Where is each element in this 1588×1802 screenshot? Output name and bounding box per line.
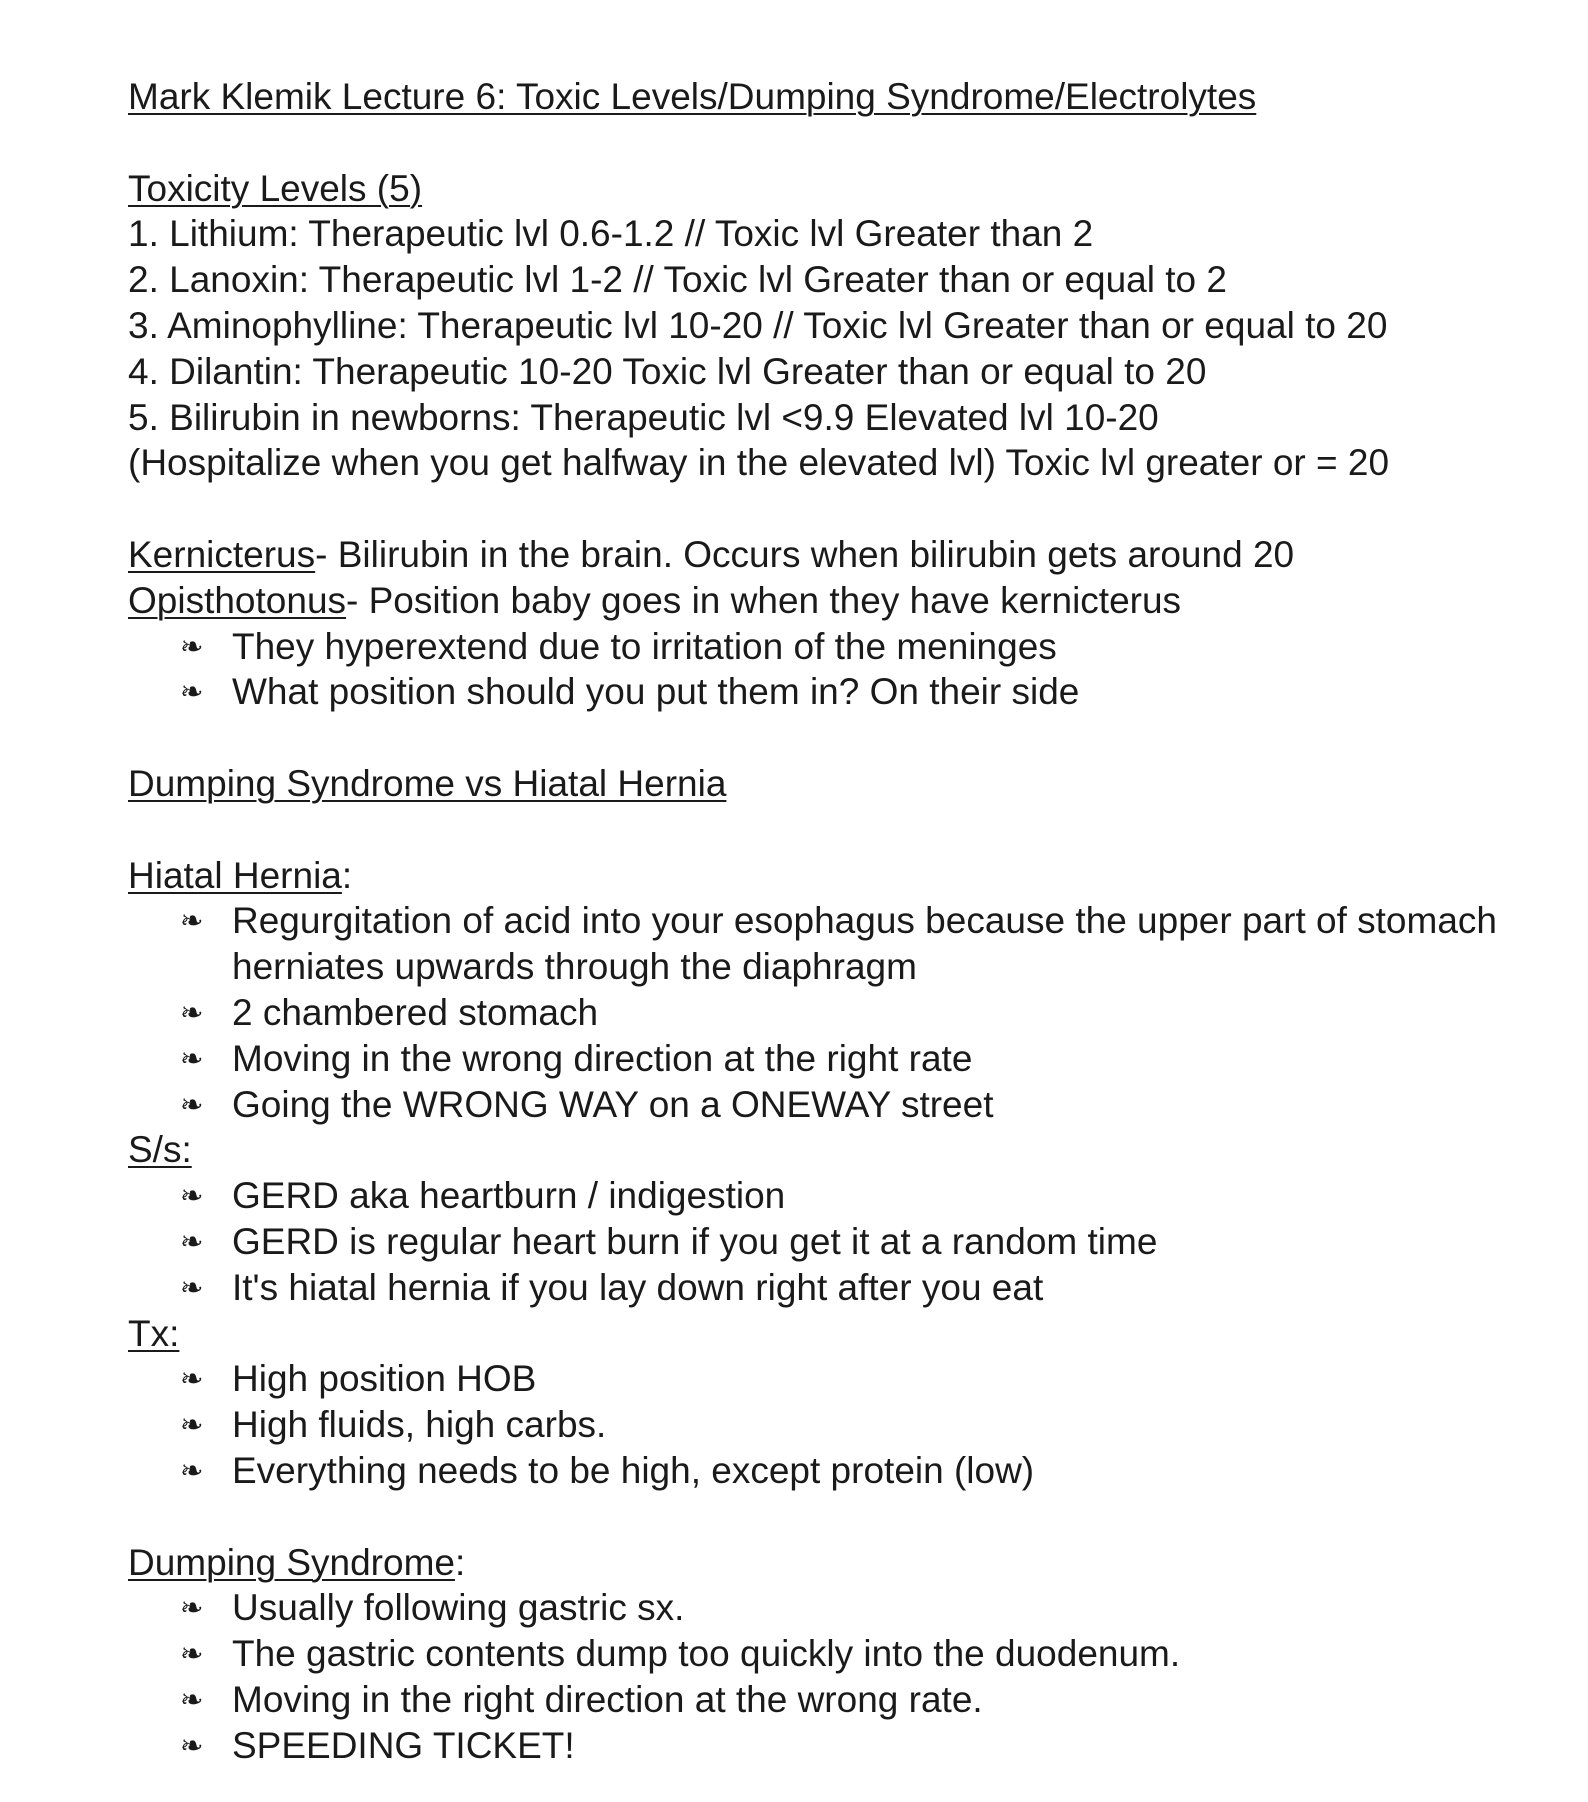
list-item: ❧ Going the WRONG WAY on a ONEWAY street — [128, 1082, 1568, 1128]
swirl-bullet-icon: ❧ — [180, 1087, 201, 1121]
hiatal-hernia-bullets — [128, 898, 1568, 1127]
list-item: ❧ Moving in the wrong direction at the right rate — [128, 1036, 1568, 1082]
opisthotonus-text: - Position baby goes in when they have kernicterus — [346, 579, 1182, 621]
list-item: ❧ Regurgitation of acid into your esophagus because the upper part of stomach herniates upwards through the diaphragm — [180, 900, 1497, 988]
toxicity-item-aminophylline: 3. Aminophylline: Therapeutic lvl 10-20 // Toxic lvl Greater than or equal to 20 — [128, 304, 1388, 346]
list-item: ❧ High fluids, high carbs. — [128, 1402, 1568, 1448]
list-item: ❧ Usually following gastric sx. — [128, 1585, 1568, 1631]
dumping-syndrome-bullets — [128, 1585, 1568, 1768]
swirl-bullet-icon: ❧ — [180, 1682, 201, 1716]
swirl-bullet-icon: ❧ — [180, 1728, 201, 1762]
swirl-bullet-icon: ❧ — [180, 1179, 201, 1213]
list-item: ❧ What position should you put them in? On their side — [128, 669, 1568, 715]
toxicity-item-lithium: 1. Lithium: Therapeutic lvl 0.6-1.2 // Toxic lvl Greater than 2 — [128, 213, 1094, 255]
ss-bullets — [128, 1173, 1568, 1310]
toxicity-heading: Toxicity Levels (5) — [128, 167, 423, 209]
list-item: ❧ Moving in the right direction at the wrong rate. — [128, 1677, 1568, 1723]
list-item: ❧ 2 chambered stomach — [128, 990, 1568, 1036]
opisthotonus-definition — [128, 578, 1568, 624]
swirl-bullet-icon: ❧ — [180, 995, 201, 1029]
hiatal-hernia-heading: Hiatal Hernia: — [128, 854, 353, 896]
kernicterus-term: Kernicterus — [128, 533, 316, 575]
swirl-bullet-icon: ❧ — [180, 1591, 201, 1625]
toxicity-item-lanoxin: 2. Lanoxin: Therapeutic lvl 1-2 // Toxic lvl Greater than or equal to 2 — [128, 259, 1227, 301]
document-title: Mark Klemik Lecture 6: Toxic Levels/Dumping Syndrome/Electrolytes — [128, 76, 1257, 117]
swirl-bullet-icon: ❧ — [180, 1453, 201, 1487]
toxicity-item-bilirubin-note: (Hospitalize when you get halfway in the elevated lvl) Toxic lvl greater or = 20 — [128, 442, 1390, 484]
swirl-bullet-icon: ❧ — [180, 1270, 201, 1304]
document-page — [128, 74, 1568, 1768]
toxicity-item-bilirubin: 5. Bilirubin in newborns: Therapeutic lvl <9.9 Elevated lvl 10-20 — [128, 396, 1159, 438]
ss-heading: S/s: — [128, 1129, 192, 1171]
swirl-bullet-icon: ❧ — [180, 1637, 201, 1671]
opisthotonus-bullets — [128, 624, 1568, 716]
swirl-bullet-icon: ❧ — [180, 1362, 201, 1396]
toxicity-item-dilantin: 4. Dilantin: Therapeutic 10-20 Toxic lvl Greater than or equal to 20 — [128, 350, 1207, 392]
list-item: ❧ The gastric contents dump too quickly into the duodenum. — [128, 1631, 1568, 1677]
dumping-syndrome-heading: Dumping Syndrome: — [128, 1541, 466, 1583]
kernicterus-definition — [128, 532, 1568, 578]
tx-heading: Tx: — [128, 1312, 180, 1354]
opisthotonus-term: Opisthotonus — [128, 579, 347, 621]
swirl-bullet-icon: ❧ — [180, 675, 201, 709]
list-item: ❧ GERD is regular heart burn if you get it at a random time — [128, 1219, 1568, 1265]
list-item: ❧ High position HOB — [128, 1356, 1568, 1402]
swirl-bullet-icon: ❧ — [180, 1408, 201, 1442]
list-item: ❧ Everything needs to be high, except protein (low) — [128, 1448, 1568, 1494]
list-item: ❧ SPEEDING TICKET! — [128, 1723, 1568, 1769]
list-item: ❧ It's hiatal hernia if you lay down right after you eat — [128, 1265, 1568, 1311]
swirl-bullet-icon: ❧ — [180, 904, 201, 938]
swirl-bullet-icon: ❧ — [180, 1041, 201, 1075]
swirl-bullet-icon: ❧ — [180, 1224, 201, 1258]
comparison-heading: Dumping Syndrome vs Hiatal Hernia — [128, 762, 727, 804]
swirl-bullet-icon: ❧ — [180, 629, 201, 663]
list-item: ❧ GERD aka heartburn / indigestion — [128, 1173, 1568, 1219]
tx-bullets — [128, 1356, 1568, 1493]
list-item: ❧ They hyperextend due to irritation of the meninges — [128, 624, 1568, 670]
kernicterus-text: - Bilirubin in the brain. Occurs when bilirubin gets around 20 — [315, 533, 1295, 575]
